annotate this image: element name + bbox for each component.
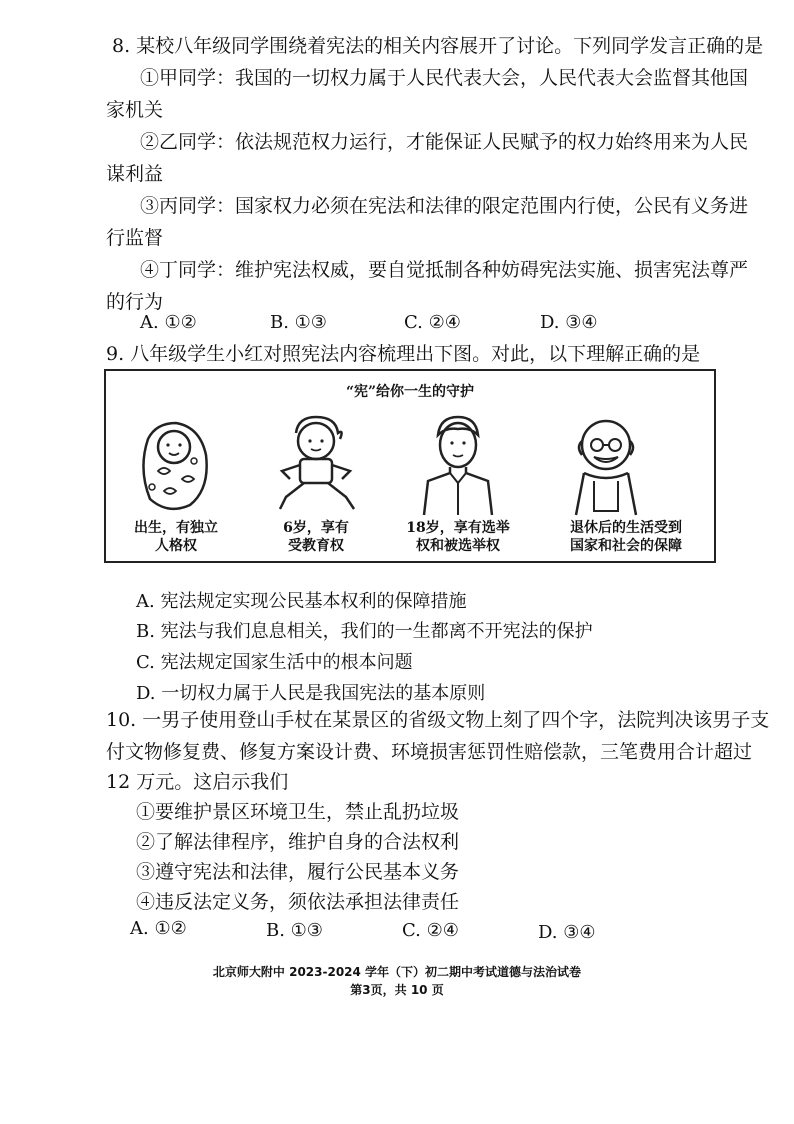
panel-2-caption-line2: 受教育权 xyxy=(288,538,344,554)
elderly-man-icon xyxy=(554,411,658,517)
young-man-icon xyxy=(412,411,502,519)
figure-title: “宪”给你一生的守护 xyxy=(345,384,475,400)
panel-2-caption xyxy=(256,519,376,555)
q9-figure xyxy=(104,369,716,563)
panel-1-caption-line2: 人格权 xyxy=(155,538,197,554)
panel-3-caption-line2: 权和被选举权 xyxy=(416,538,500,554)
panel-1-caption-line1: 出生，有独立 xyxy=(134,520,218,536)
footer-page-number: 第3页，共 10 页 xyxy=(350,983,444,997)
q8-item-3-line1: ③丙同学：国家权力必须在宪法和法律的限定范围内行使，公民有义务进 xyxy=(140,195,749,217)
panel-4-caption-line1: 退休后的生活受到 xyxy=(570,520,682,536)
panel-3-caption-line1: 18岁，享有选举 xyxy=(406,520,510,536)
q9-stem: 9. 八年级学生小红对照宪法内容梳理出下图。对此，以下理解正确的是 xyxy=(106,343,701,365)
q8-stem: 8. 某校八年级同学围绕着宪法的相关内容展开了讨论。下列同学发言正确的是 xyxy=(112,35,764,57)
q10-stem-line2: 付文物修复费、修复方案设计费、环境损害惩罚性赔偿款，三笔费用合计超过 xyxy=(106,741,753,763)
q10-item-4: ④违反法定义务，须依法承担法律责任 xyxy=(136,891,460,913)
q8-item-2-line1: ②乙同学：依法规范权力运行，才能保证人民赋予的权力始终用来为人民 xyxy=(140,131,749,153)
q8-option-c: C. ②④ xyxy=(404,312,461,333)
q10-item-1: ①要维护景区环境卫生，禁止乱扔垃圾 xyxy=(136,801,460,823)
panel-4-caption-line2: 国家和社会的保障 xyxy=(570,538,682,554)
q10-option-c: C. ②④ xyxy=(402,920,459,941)
q10-stem-line1: 10. 一男子使用登山手杖在某景区的省级文物上刻了四个字，法院判决该男子支 xyxy=(106,709,770,731)
q10-stem-line3: 12 万元。这启示我们 xyxy=(106,771,289,793)
q8-item-1-line2: 家机关 xyxy=(106,99,164,121)
q8-item-2-line2: 谋利益 xyxy=(106,163,164,185)
q10-option-d: D. ③④ xyxy=(538,922,596,943)
panel-1-caption xyxy=(116,519,236,555)
q8-item-4-line1: ④丁同学：维护宪法权威，要自觉抵制各种妨碍宪法实施、损害宪法尊严 xyxy=(140,259,749,281)
panel-2-caption-line1: 6岁，享有 xyxy=(283,520,349,536)
q10-option-a: A. ①② xyxy=(130,918,187,939)
q9-option-c: C. 宪法规定国家生活中的根本问题 xyxy=(136,652,413,673)
q8-option-a: A. ①② xyxy=(140,312,197,333)
q9-option-d: D. 一切权力属于人民是我国宪法的基本原则 xyxy=(136,683,486,704)
q9-option-a: A. 宪法规定实现公民基本权利的保障措施 xyxy=(136,591,467,612)
panel-3-caption xyxy=(398,519,518,555)
footer-exam-title: 北京师大附中 2023-2024 学年（下）初二期中考试道德与法治试卷 xyxy=(212,965,582,979)
q10-option-b: B. ①③ xyxy=(266,920,323,941)
q8-item-3-line2: 行监督 xyxy=(106,227,164,249)
baby-icon xyxy=(128,409,220,517)
q8-option-d: D. ③④ xyxy=(540,312,598,333)
q8-item-4-line2: 的行为 xyxy=(106,291,164,313)
q9-option-b: B. 宪法与我们息息相关，我们的一生都离不开宪法的保护 xyxy=(136,621,593,642)
q10-item-3: ③遵守宪法和法律，履行公民基本义务 xyxy=(136,861,460,883)
panel-4-caption xyxy=(556,519,696,555)
q8-option-b: B. ①③ xyxy=(270,312,327,333)
q10-item-2: ②了解法律程序，维护自身的合法权利 xyxy=(136,831,460,853)
child-icon xyxy=(266,409,366,519)
q8-item-1-line1: ①甲同学：我国的一切权力属于人民代表大会，人民代表大会监督其他国 xyxy=(140,67,749,89)
